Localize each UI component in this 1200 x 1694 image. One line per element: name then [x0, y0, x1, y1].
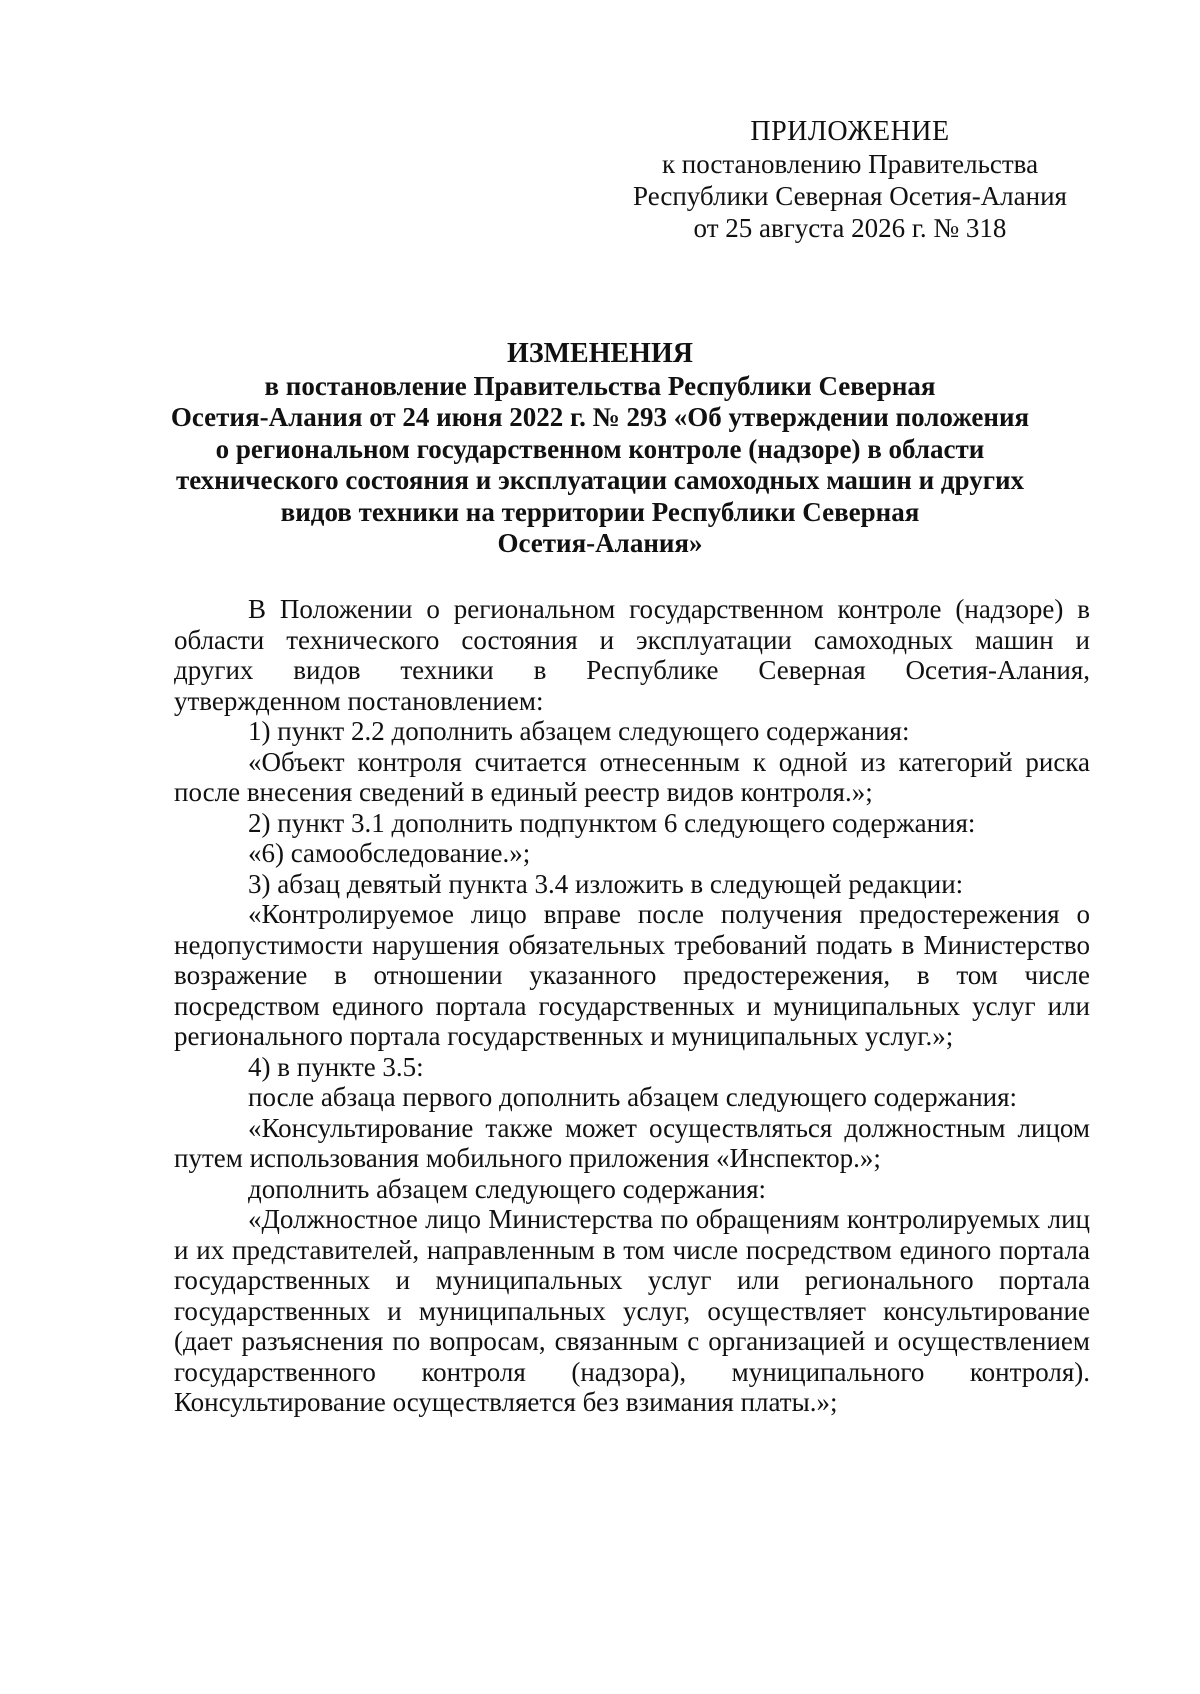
title-main: ИЗМЕНЕНИЯ [507, 338, 693, 369]
intro-line: утвержденном постановлением: [174, 685, 544, 716]
title-line: Осетия-Алания» [497, 528, 703, 558]
quote-3: «Контролируемое лицо вправе после получения предостережения о недопустимости нарушения обязательных требований подать в Министерство возражение в отношении указанного предостережения, в том числе посредством единого портала государственных и муниципальных услуг или регионального портала государственных и муниципальных услуг.»; [174, 899, 1090, 1051]
quote-5: «Должностное лицо Министерства по обращениям контролируемых лиц и их представителей, направленным в том числе посредством единого портала государственных и муниципальных услуг или регионального портала государственных и муниципальных услуг, осуществляет консультирование (дает разъяснения по вопросам, связанным с организацией и осуществлением государственного контроля (надзора), муниципального контроля). Консультирование осуществляется без взимания платы.»; [174, 1204, 1090, 1417]
title-line: о региональном государственном контроле (надзоре) в области [215, 433, 985, 464]
quote-2: «6) самообследование.»; [248, 838, 531, 868]
annex-line: Республики Северная Осетия-Алания [633, 181, 1067, 211]
item-1: 1) пункт 2.2 дополнить абзацем следующего содержания: [248, 716, 910, 746]
title-line: в постановление Правительства Республики Северная [264, 370, 936, 401]
item-4b: дополнить абзацем следующего содержания: [248, 1173, 767, 1204]
item-4: 4) в пункте 3.5: [248, 1051, 424, 1082]
annex-heading: ПРИЛОЖЕНИЕ [750, 116, 950, 147]
annex-line: от 25 августа 2026 г. № 318 [693, 213, 1007, 243]
title-line: технического состояния и эксплуатации самоходных машин и других [175, 465, 1025, 495]
quote-1: «Объект контроля считается отнесенным к одной из категорий риска после внесения сведений в единый реестр видов контроля.»; [174, 746, 1090, 807]
intro-line: области технического состояния и эксплуатации самоходных машин и [174, 624, 1090, 655]
annex-line: к постановлению Правительства [661, 149, 1039, 179]
title-line: видов техники на территории Республики Северная [280, 496, 920, 527]
item-3: 3) абзац девятый пункта 3.4 изложить в следующей редакции: [248, 868, 964, 899]
annex-block [620, 116, 1080, 244]
item-4a: после абзаца первого дополнить абзацем следующего содержания: [248, 1082, 1018, 1112]
intro-line: других видов техники в Республике Северная Осетия-Алания, [174, 655, 1090, 685]
item-2: 2) пункт 3.1 дополнить подпунктом 6 следующего содержания: [248, 807, 976, 838]
intro-line: В Положении о региональном государственном контроле (надзоре) в [248, 594, 1090, 624]
title-line: Осетия-Алания от 24 июня 2022 г. № 293 «Об утверждении положения [170, 402, 1030, 432]
document-body [174, 594, 1090, 1418]
quote-4: «Консультирование также может осуществляться должностным лицом путем использования мобильного приложения «Инспектор.»; [174, 1112, 1090, 1173]
document-title [150, 338, 1050, 560]
